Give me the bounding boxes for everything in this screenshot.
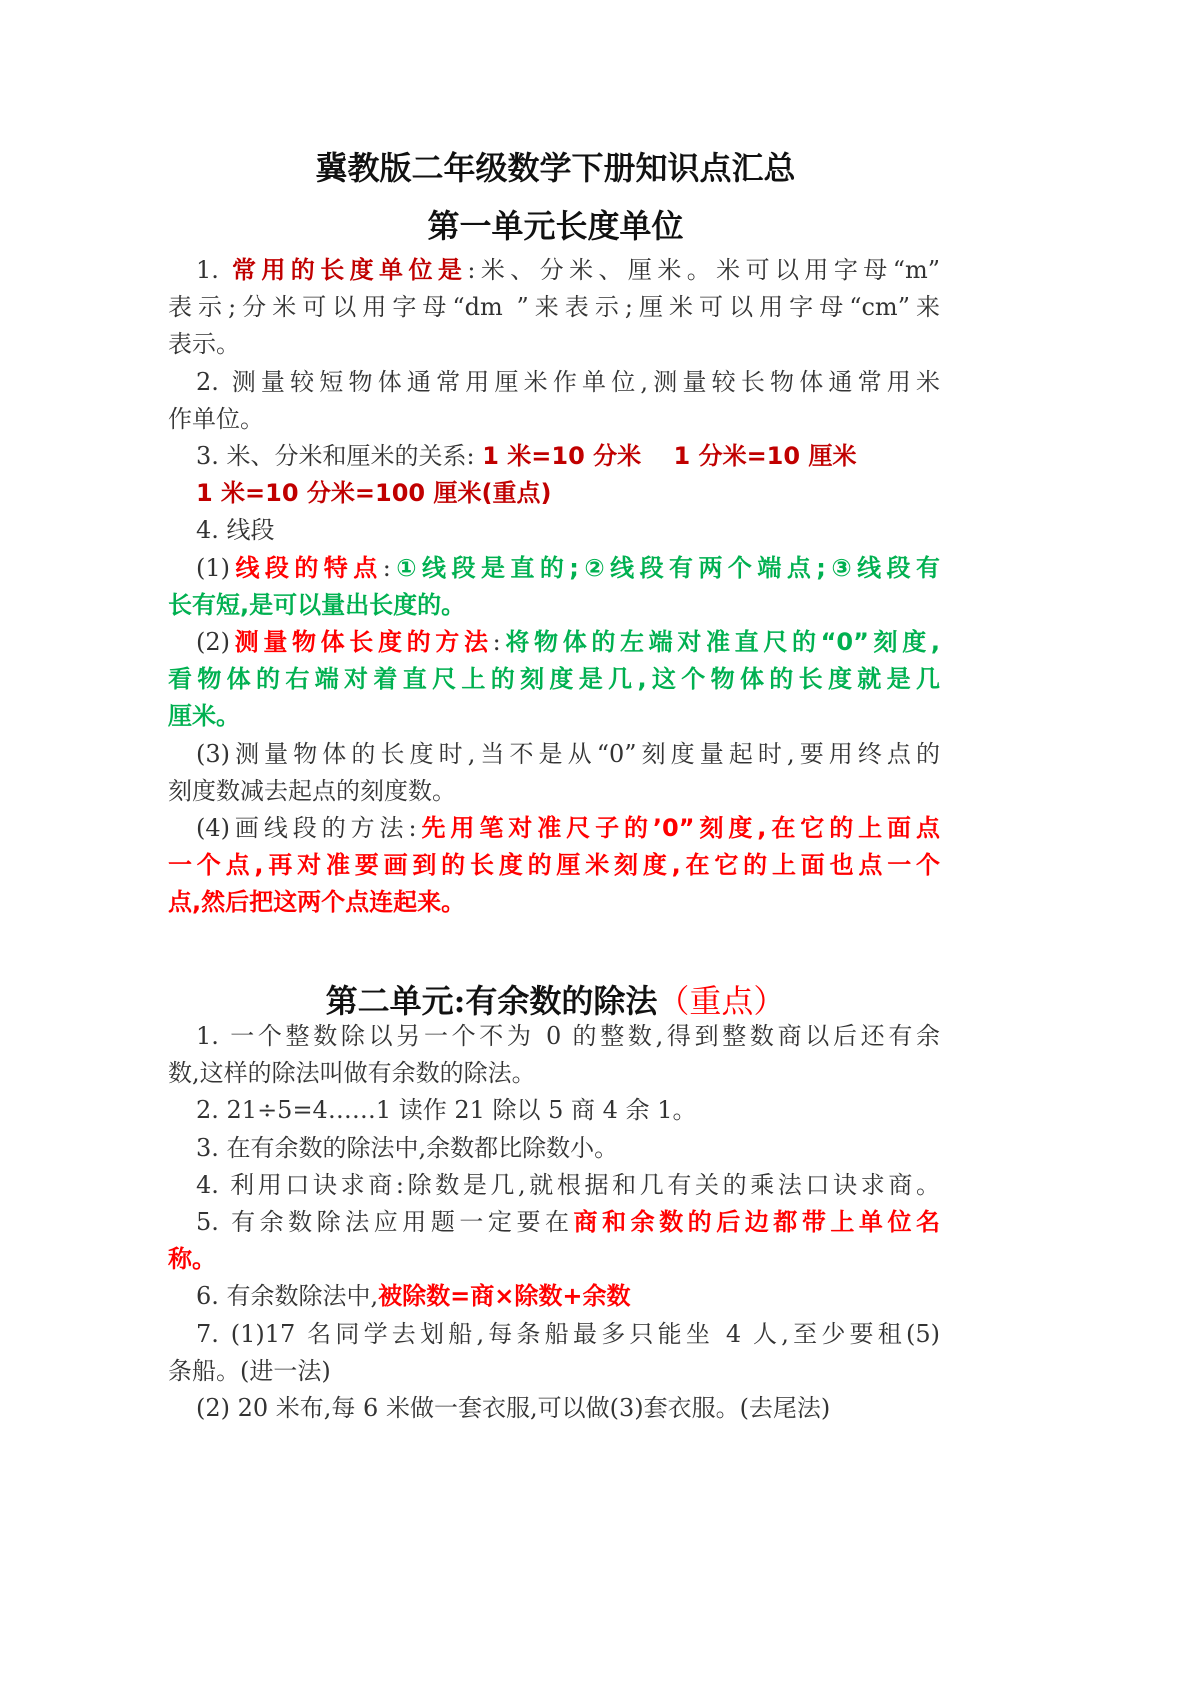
text-line (196, 553, 940, 583)
unit2-heading-text: 第二单元:有余数的除法 (325, 982, 658, 1020)
text-segment-norm: (2) (196, 628, 230, 656)
text-segment-norm: 条船。(进一法) (168, 1356, 331, 1385)
text-line (168, 1356, 940, 1386)
text-segment-red: 线段的特点 (230, 553, 383, 582)
text-line (168, 329, 940, 359)
text-segment-norm: 2. 21÷5=4……1 读作 21 除以 5 商 4 余 1。 (196, 1096, 697, 1125)
text-line (196, 515, 940, 545)
text-line (168, 776, 940, 806)
text-segment-norm: 6. 有余数除法中, (196, 1282, 379, 1311)
text-segment-norm: 3. 米、分米和厘米的关系: (196, 442, 483, 470)
text-line (168, 850, 940, 880)
text-segment-red: 称。 (168, 1245, 216, 1274)
text-segment-green: 看物体的右端对着直尺上的刻度是几,这个物体的长度就是几 (168, 665, 940, 694)
text-segment-norm: :米、分米、厘米。米可以用字母“m” (467, 256, 940, 284)
text-line (196, 367, 940, 397)
text-segment-norm: 3. 在有余数的除法中,余数都比除数小。 (196, 1133, 619, 1162)
text-line (168, 404, 940, 434)
text-segment-norm: 数,这样的除法叫做有余数的除法。 (168, 1059, 536, 1088)
text-segment-red: 被除数=商×除数+余数 (378, 1282, 631, 1311)
text-segment-norm: 刻度数减去起点的刻度数。 (168, 776, 456, 805)
text-line (196, 255, 940, 285)
text-segment-red: 先用笔对准尺子的’0”刻度,在它的上面点 (416, 814, 940, 842)
text-segment-dark: 1 米=10 分米 1 分米=10 厘米 (482, 442, 857, 470)
text-line (168, 664, 940, 694)
text-line (196, 1095, 940, 1125)
text-segment-red: 测量物体长度的方法 (230, 628, 493, 656)
text-segment-red: 一个点,再对准要画到的长度的厘米刻度,在它的上面也点一个 (168, 851, 940, 880)
text-segment-norm: 作单位。 (168, 404, 264, 433)
text-line (196, 813, 940, 843)
text-line (168, 887, 940, 917)
unit2-heading-note: （重点） (657, 982, 786, 1020)
text-line (196, 1133, 940, 1163)
text-segment-norm: 5. 有余数除法应用题一定要在 (196, 1208, 574, 1236)
text-segment-norm: 表示。 (168, 330, 240, 359)
text-line (168, 590, 940, 620)
text-line (196, 739, 940, 769)
text-segment-green: 长有短,是可以量出长度的。 (168, 590, 466, 619)
text-line (168, 1244, 940, 1274)
text-segment-norm: 表示;分米可以用字母“dm ”来表示;厘米可以用字母“cm”来 (168, 293, 940, 322)
text-segment-green: ①线段是直的;②线段有两个端点;③线段有 (390, 553, 941, 582)
text-segment-norm: 2. 测量较短物体通常用厘米作单位,测量较长物体通常用米 (196, 367, 940, 396)
text-line (168, 292, 940, 322)
text-line (196, 1393, 940, 1423)
text-line (196, 1319, 940, 1349)
text-line (168, 1058, 940, 1088)
text-line (196, 1021, 940, 1051)
unit2-heading (0, 976, 1111, 1022)
text-segment-norm: 4. 线段 (196, 516, 275, 545)
text-line (196, 478, 940, 508)
unit1-heading: 第一单元长度单位 (427, 207, 684, 245)
text-segment-green: 厘米。 (168, 702, 240, 731)
text-segment-norm: (4)画线段的方法: (196, 814, 417, 842)
text-segment-red: 商和余数的后边都带上单位名 (573, 1208, 940, 1236)
text-segment-norm: 7. (1)17 名同学去划船,每条船最多只能坐 4 人,至少要租(5) (196, 1319, 940, 1348)
text-segment-dark: 常用的长度单位是 (231, 256, 468, 284)
text-line (196, 1281, 940, 1311)
text-segment-norm: (3)测量物体的长度时,当不是从“0”刻度量起时,要用终点的 (196, 739, 940, 768)
text-segment-dark: 1 米=10 分米=100 厘米(重点) (196, 479, 552, 508)
text-segment-norm: 1. 一个整数除以另一个不为 0 的整数,得到整数商以后还有余 (196, 1022, 940, 1050)
text-segment-norm: : (382, 553, 391, 582)
text-segment-norm: (1) (196, 553, 230, 582)
text-segment-norm: 4. 利用口诀求商:除数是几,就根据和几有关的乘法口诀求商。 (196, 1170, 940, 1199)
text-segment-norm: 1. (196, 256, 232, 284)
text-segment-green: 将物体的左端对准直尺的“0”刻度, (500, 628, 940, 656)
text-line (196, 1170, 940, 1200)
text-segment-norm: : (492, 628, 501, 656)
document-title: 冀教版二年级数学下册知识点汇总 (315, 149, 796, 187)
text-segment-norm: (2) 20 米布,每 6 米做一套衣服,可以做(3)套衣服。(去尾法) (196, 1394, 831, 1422)
text-line (196, 1207, 940, 1237)
text-line (168, 701, 940, 731)
text-segment-red: 点,然后把这两个点连起来。 (168, 888, 466, 917)
text-line (196, 441, 940, 471)
text-line (196, 627, 940, 657)
